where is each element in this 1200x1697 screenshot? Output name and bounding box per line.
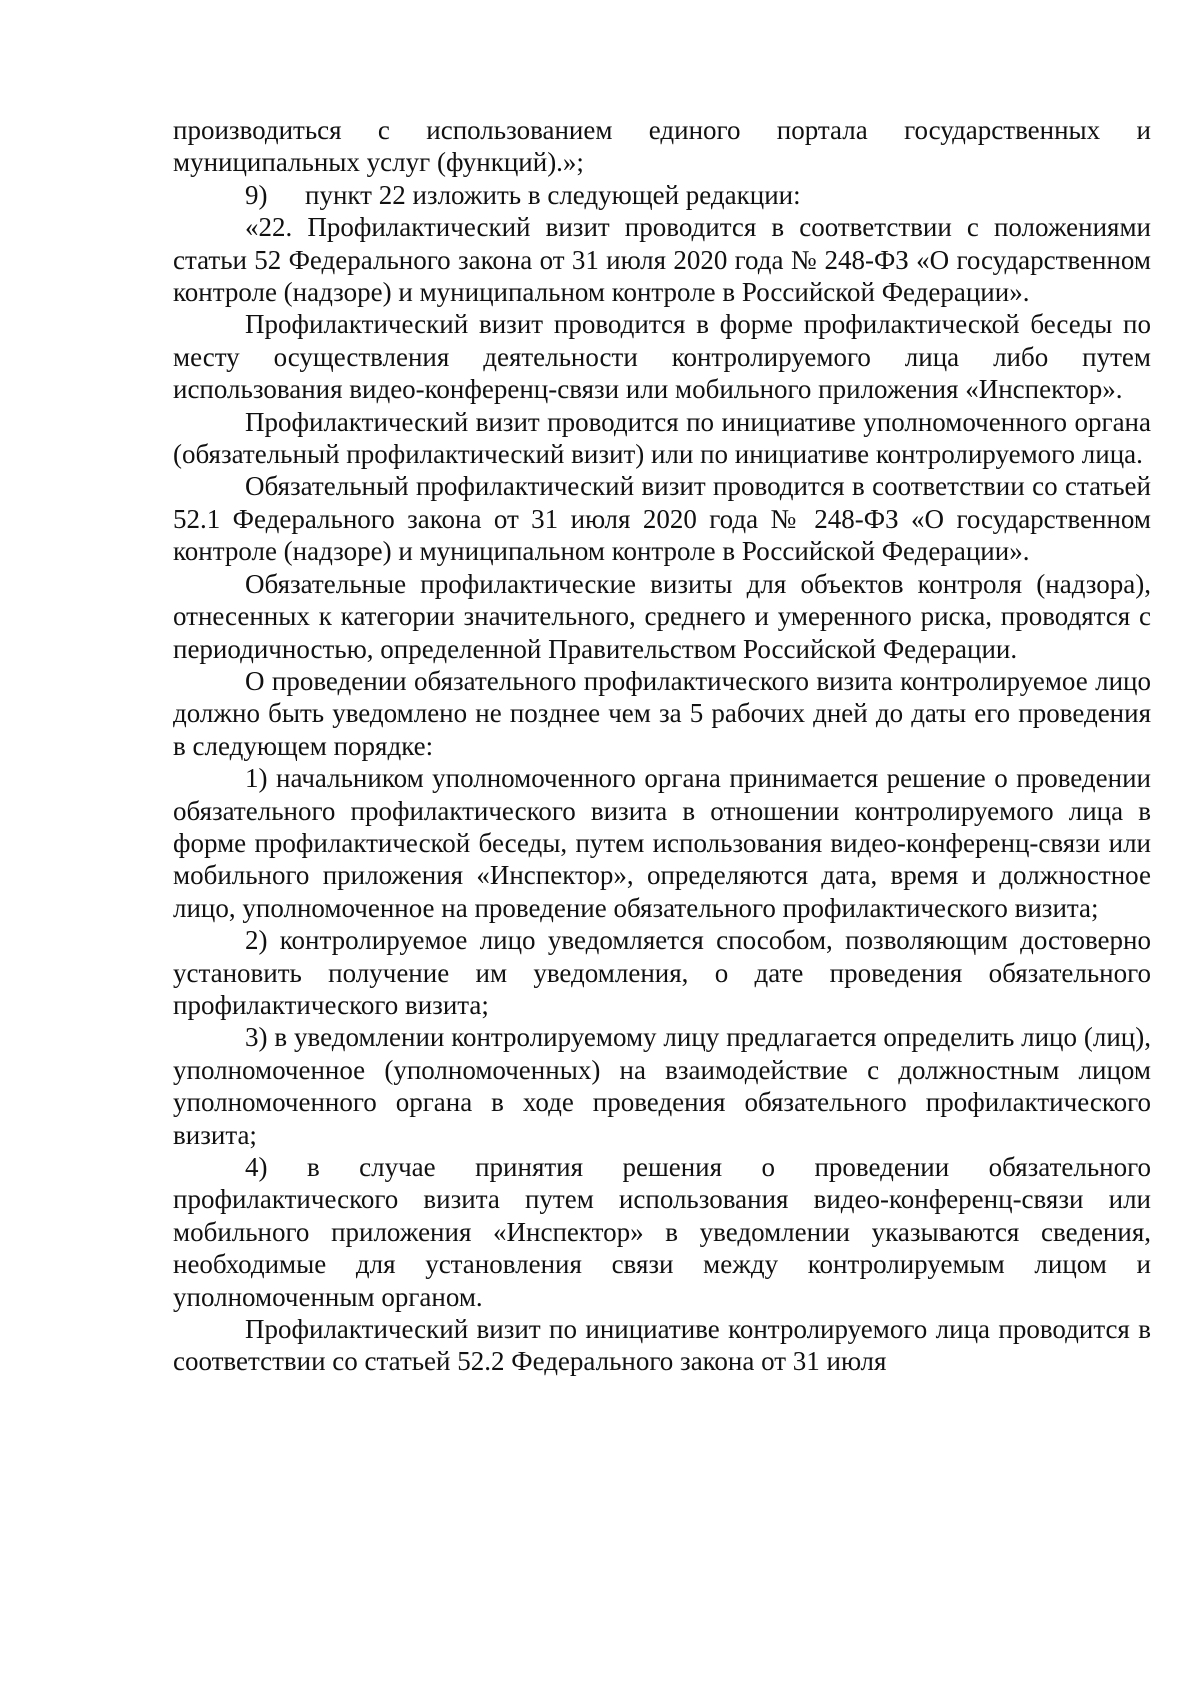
paragraph: Профилактический визит проводится по инициативе уполномоченного органа (обязательный профилактический визит) или по инициативе контролируемого лица. xyxy=(173,406,1151,470)
paragraph: О проведении обязательного профилактического визита контролируемое лицо должно быть уведомлено не позднее чем за 5 рабочих дней до даты его проведения в следующем порядке: xyxy=(173,665,1151,761)
list-item-text: пункт 22 изложить в следующей редакции: xyxy=(305,179,801,210)
paragraph: Профилактический визит по инициативе контролируемого лица проводится в соответствии со статьей 52.2 Федерального закона от 31 июля xyxy=(173,1314,1151,1377)
document-body xyxy=(173,114,1151,1378)
list-item: 4) в случае принятия решения о проведении обязательного профилактического визита путем использования видео-конференц-связи или мобильного приложения «Инспектор» в уведомлении указываются сведения, необходимые для установления связи между контролируемым лицом и уполномоченным органом. xyxy=(173,1152,1151,1312)
paragraph: «22. Профилактический визит проводится в соответствии с положениями статьи 52 Федерального закона от 31 июля 2020 года № 248-ФЗ «О государственном контроле (надзоре) и муниципальном контроле в Российской Федерации». xyxy=(173,212,1151,308)
list-item: 1) начальником уполномоченного органа принимается решение о проведении обязательного профилактического визита в отношении контролируемого лица в форме профилактической беседы, путем использования видео-конференц-связи или мобильного приложения «Инспектор», определяются дата, время и должностное лицо, уполномоченное на проведение обязательного профилактического визита; xyxy=(173,763,1151,923)
paragraph: Обязательные профилактические визиты для объектов контроля (надзора), отнесенных к категории значительного, среднего и умеренного риска, проводятся с периодичностью, определенной Правительством Российской Федерации. xyxy=(173,568,1151,664)
paragraph: Профилактический визит проводится в форме профилактической беседы по месту осуществления деятельности контролируемого лица либо путем использования видео-конференц-связи или мобильного приложения «Инспектор». xyxy=(173,309,1151,405)
list-item: 3) в уведомлении контролируемому лицу предлагается определить лицо (лиц), уполномоченное (уполномоченных) на взаимодействие с должностным лицом уполномоченного органа в ходе проведения обязательного профилактического визита; xyxy=(173,1022,1151,1150)
list-item: 2) контролируемое лицо уведомляется способом, позволяющим достоверно установить получение им уведомления, о дате проведения обязательного профилактического визита; xyxy=(173,925,1151,1020)
paragraph: Обязательный профилактический визит проводится в соответствии со статьей 52.1 Федерального закона от 31 июля 2020 года № 248-ФЗ «О государственном контроле (надзоре) и муниципальном контроле в Российской Федерации». xyxy=(173,471,1151,567)
list-item-9 xyxy=(173,179,1151,211)
paragraph: производиться с использованием единого портала государственных и муниципальных услуг (функций).»; xyxy=(173,115,1151,178)
list-item-number: 9) xyxy=(245,179,268,210)
